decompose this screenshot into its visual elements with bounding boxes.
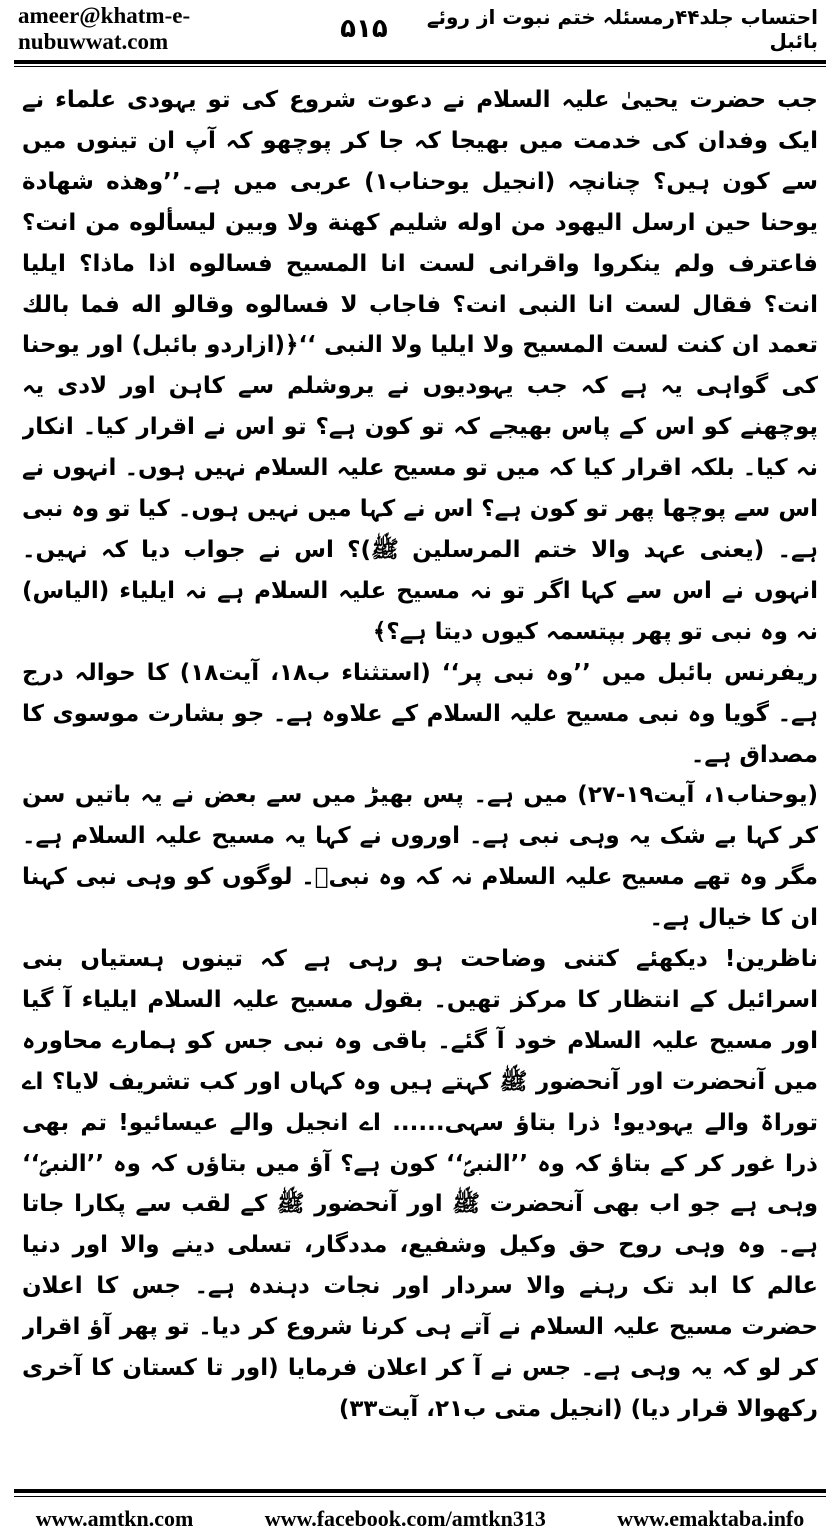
running-title: احتساب جلد۴۴رمسئلہ ختم نبوت از روئے بائبل bbox=[426, 5, 818, 53]
header-left bbox=[18, 3, 388, 55]
body-paragraph: ریفرنس بائبل میں ’’وہ نبی پر‘‘ (استثناء ب۱۸، آیت۱۸) کا حوالہ درج ہے۔ گویا وہ نبی مسیح علیہ السلام کے علاوہ ہے۔ جو بشارت موسوی کا مصداق ہے۔ bbox=[22, 659, 818, 768]
body-paragraph: (یوحناب۱، آیت۱۹-۲۷) میں ہے۔ پس بھیڑ میں سے بعض نے یہ باتیں سن کر کہا بے شک یہ وہی نبی ہے۔ اوروں نے کہا یہ مسیح علیہ السلام ہے۔ مگر وہ تھے مسیح علیہ السلام نہ کہ وہ نبیؐ۔ لوگوں کو وہی نبی کہنا ان کا خیال ہے۔ bbox=[22, 782, 818, 932]
body-paragraph: ناظرین! دیکھئے کتنی وضاحت ہو رہی ہے کہ تینوں ہستیاں بنی اسرائیل کے انتظار کا مرکز تھیں۔ بقول مسیح علیہ السلام ایلیاء آ گیا اور مسیح علیہ السلام خود آ گئے۔ باقی وہ نبی جس کو ہمارے محاورہ میں آنحضرت اور آنحضور ﷺ کہتے ہیں وہ کہاں اور کب تشریف لایا؟ اے توراۃ والے یہودیو! ذرا بتاؤ سہی...... اے انجیل والے عیسائیو! تم بھی ذرا غور کر کے بتاؤ کہ وہ ’’النبیؐ‘‘ کون ہے؟ آؤ میں بتاؤں کہ وہ ’’النبیؐ‘‘ وہی ہے جو اب بھی آنحضرت ﷺ اور آنحضور ﷺ کے لقب سے پکارا جاتا ہے۔ وہ وہی روح حق وکیل وشفیع، مددگار، تسلی دینے والا اور دنیا عالم کا ابد تک رہنے والا سردار اور نجات دہندہ ہے۔ جس کا اعلان حضرت مسیح علیہ السلام نے آتے ہی کرنا شروع کر دیا۔ تو پھر آؤ اقرار کر لو کہ یہ وہی ہے۔ جس نے آ کر اعلان فرمایا (اور تا کستان کا آخری رکھوالا قرار دیا) (انجیل متی ب۲۱، آیت۳۳) bbox=[22, 946, 818, 1422]
page-number: ۵۱۵ bbox=[340, 14, 388, 44]
footer-rule-thin bbox=[14, 1496, 826, 1497]
body-paragraph: جب حضرت یحییٰ علیہ السلام نے دعوت شروع کی تو یہودی علماء نے ایک وفدان کی خدمت میں بھیجا کہ جا کر پوچھو کہ آپ ان تینوں میں سے کون ہیں؟ چنانچہ (انجیل یوحناب۱) عربی میں ہے۔’’وهذه شهادة يوحنا حين ارسل اليهود من اوله شليم كهنة ولا وبين ليسألوه من انت؟ فاعترف ولم ينكروا واقرانى لست انا المسيح فسالوه اذا ماذا؟ ايليا انت؟ فقال لست انا النبى انت؟ فاجاب لا فسالوه وقالو اله فما بالك تعمد ان كنت لست المسيح ولا ايليا ولا النبى ‘‘﴿(ازاردو بائبل) اور یوحنا کی گواہی یہ ہے کہ جب یہودیوں نے یروشلم سے کاہن اور لادی یہ پوچھنے کو اس کے پاس بھیجے کہ تو کون ہے؟ تو اس نے اقرار کیا۔ انکار نہ کیا۔ بلکہ اقرار کیا کہ میں تو مسیح علیہ السلام نہیں ہوں۔ انہوں نے اس سے پوچھا پھر تو کون ہے؟ اس نے کہا میں نہیں ہوں۔ کیا تو وہ نبی ہے۔ (یعنی عہد والا ختم المرسلین ﷺ)؟ اس نے جواب دیا کہ نہیں۔ انہوں نے اس سے کہا اگر تو نہ مسیح علیہ السلام ہے نہ ایلیاء (الیاس) نہ وہ نبی تو پھر بپتسمہ کیوں دیتا ہے؟﴾ bbox=[22, 87, 818, 645]
footer-link-facebook[interactable]: www.facebook.com/amtkn313 bbox=[264, 1506, 546, 1531]
header-rule-thin bbox=[14, 66, 826, 67]
page-header bbox=[0, 0, 840, 58]
footer-rule-thick bbox=[14, 1489, 826, 1493]
header-email: ameer@khatm-e-nubuwwat.com bbox=[18, 3, 191, 54]
page-footer bbox=[0, 1502, 840, 1536]
page-body bbox=[22, 80, 818, 1475]
footer-link-website[interactable]: www.amtkn.com bbox=[35, 1506, 194, 1531]
header-rule-thick bbox=[14, 60, 826, 64]
footer-link-emaktaba[interactable]: www.emaktaba.info bbox=[617, 1506, 805, 1531]
